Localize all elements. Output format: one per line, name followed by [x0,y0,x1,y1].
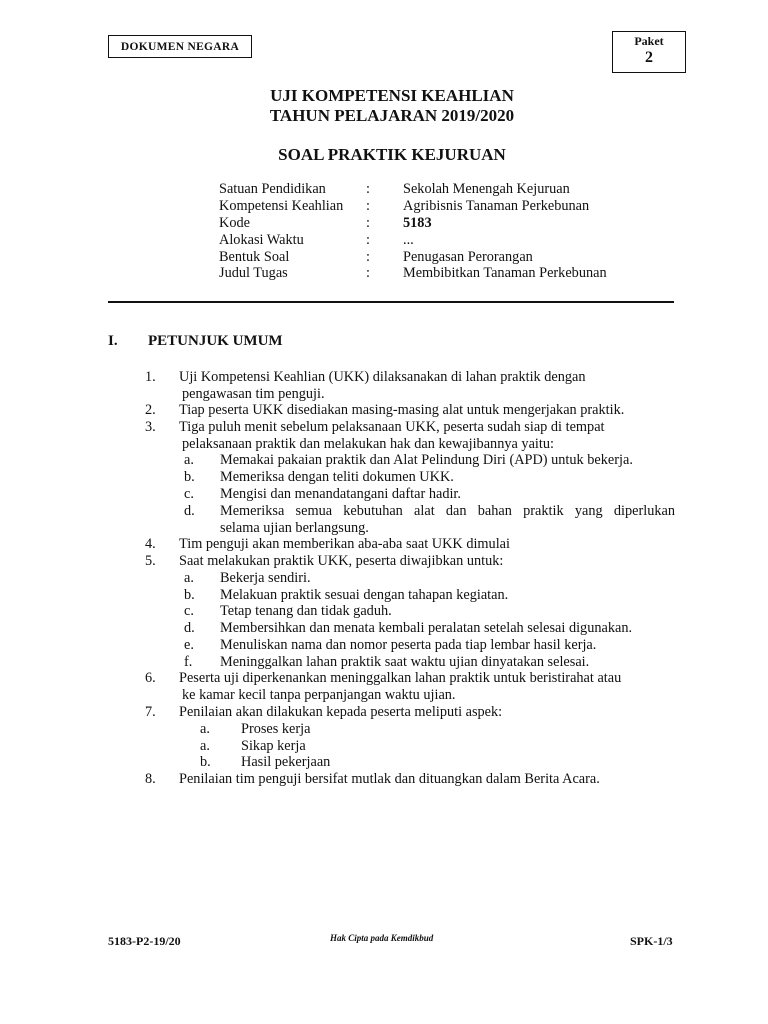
meta-label: Bentuk Soal [219,249,290,265]
list-item-number: d. [184,503,195,519]
list-item-number: 7. [145,704,156,720]
meta-value: Penugasan Perorangan [403,249,533,265]
meta-colon: : [366,249,370,265]
meta-value: Sekolah Menengah Kejuruan [403,181,570,197]
paket-label: Paket [634,34,664,48]
list-item-text: ke kamar kecil tanpa perpanjangan waktu ujian. [182,687,456,703]
list-item-text: Mengisi dan menandatangani daftar hadir. [220,486,461,502]
list-item-number: 1. [145,369,156,385]
list-item-number: a. [200,721,210,737]
title-line-2: TAHUN PELAJARAN 2019/2020 [269,106,515,125]
list-item-text: Melakuan praktik sesuai dengan tahapan kegiatan. [220,587,509,603]
list-item-number: b. [200,754,211,770]
list-item-number: 3. [145,419,156,435]
list-item-text: Tetap tenang dan tidak gaduh. [220,603,392,619]
dokumen-negara-label: DOKUMEN NEGARA [120,40,240,53]
list-item-text: Peserta uji diperkenankan meninggalkan lahan praktik untuk beristirahat atau [179,670,622,686]
meta-value: 5183 [403,215,432,231]
list-item-text: Hasil pekerjaan [241,754,331,770]
list-item-number: a. [184,570,194,586]
list-item-text: Proses kerja [241,721,311,737]
meta-colon: : [366,181,370,197]
meta-label: Kode [219,215,250,231]
list-item-number: 5. [145,553,156,569]
meta-value: Membibitkan Tanaman Perkebunan [403,265,607,281]
divider-rule [108,301,674,303]
meta-label: Satuan Pendidikan [219,181,326,197]
meta-label: Alokasi Waktu [219,232,304,248]
list-item-text: Memakai pakaian praktik dan Alat Pelindung Diri (APD) untuk bekerja. [220,452,633,468]
title-line-1: UJI KOMPETENSI KEAHLIAN [270,86,514,105]
list-item-text: Memeriksa dengan teliti dokumen UKK. [220,469,454,485]
meta-label: Kompetensi Keahlian [219,198,344,214]
footer-copyright: Hak Cipta pada Kemdikbud [330,933,434,943]
list-item-number: f. [184,654,193,670]
list-item-number: a. [184,452,194,468]
list-item-number: 2. [145,402,156,418]
meta-value: ... [403,232,414,248]
meta-colon: : [366,198,370,214]
list-item-text: Penilaian akan dilakukan kepada peserta meliputi aspek: [179,704,503,720]
list-item-text: pelaksanaan praktik dan melakukan hak dan kewajibannya yaitu: [182,436,554,452]
paket-number: 2 [645,49,653,66]
section-number: I. [108,333,118,349]
list-item-text: Uji Kompetensi Keahlian (UKK) dilaksanakan di lahan praktik dengan [179,369,586,385]
list-item-text: Membersihkan dan menata kembali peralatan setelah selesai digunakan. [220,620,633,636]
list-item-number: 6. [145,670,156,686]
meta-colon: : [366,265,370,281]
list-item-number: 8. [145,771,156,787]
list-item-number: b. [184,469,195,485]
list-item-text: Bekerja sendiri. [220,570,311,586]
list-item-text: Tiap peserta UKK disediakan masing-masing alat untuk mengerjakan praktik. [179,402,625,418]
title-line-3: SOAL PRAKTIK KEJURUAN [278,145,506,164]
list-item-number: a. [200,738,210,754]
list-item-text: Saat melakukan praktik UKK, peserta diwajibkan untuk: [179,553,504,569]
meta-colon: : [366,215,370,231]
footer-page-number: SPK-1/3 [630,934,673,948]
list-item-number: 4. [145,536,156,552]
list-item-text: Penilaian tim penguji bersifat mutlak dan dituangkan dalam Berita Acara. [179,771,600,787]
list-item-text: Tim penguji akan memberikan aba-aba saat UKK dimulai [179,536,510,552]
list-item-text: Meninggalkan lahan praktik saat waktu ujian dinyatakan selesai. [220,654,590,670]
footer-code: 5183-P2-19/20 [108,934,181,948]
meta-label: Judul Tugas [219,265,288,281]
document-classification-box [108,35,252,58]
list-item-number: c. [184,486,194,502]
list-item-text: selama ujian berlangsung. [220,520,369,536]
list-item-text: Memeriksa semua kebutuhan alat dan bahan praktik yang diperlukan [220,503,675,519]
list-item-text: Menuliskan nama dan nomor peserta pada tiap lembar hasil kerja. [220,637,597,653]
list-item-number: d. [184,620,195,636]
meta-colon: : [366,232,370,248]
list-item-text: Tiga puluh menit sebelum pelaksanaan UKK, peserta sudah siap di tempat [179,419,605,435]
list-item-number: c. [184,603,194,619]
paket-box [612,31,686,73]
section-title: PETUNJUK UMUM [148,333,283,349]
meta-value: Agribisnis Tanaman Perkebunan [403,198,590,214]
list-item-number: e. [184,637,194,653]
list-item-text: pengawasan tim penguji. [182,386,325,402]
list-item-number: b. [184,587,195,603]
list-item-text: Sikap kerja [241,738,306,754]
